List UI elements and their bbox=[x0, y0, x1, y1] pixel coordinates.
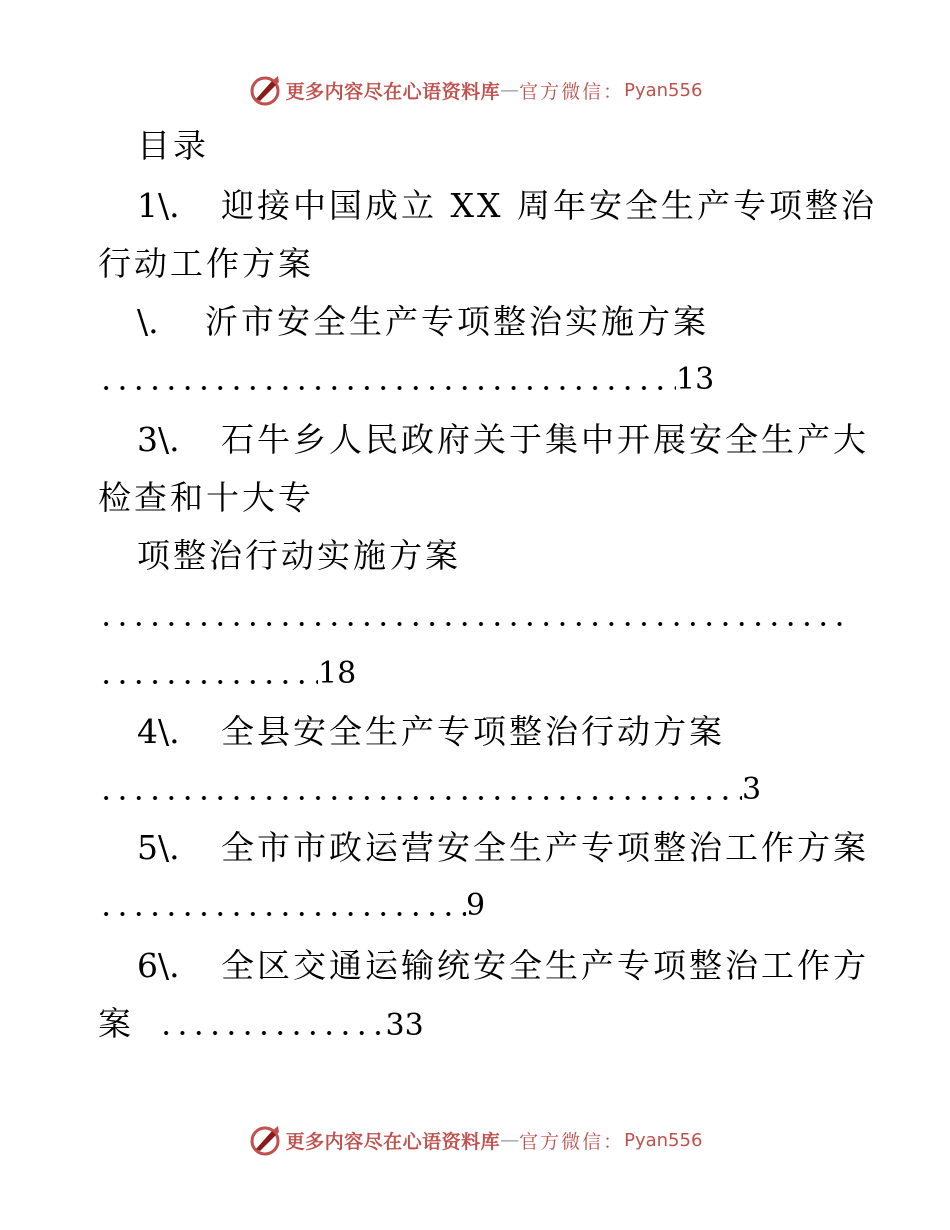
toc-entry-number: 4\. bbox=[137, 712, 180, 751]
pen-logo-icon bbox=[248, 1123, 282, 1157]
toc-entry-3-leader bbox=[98, 596, 842, 636]
toc-entry-6[interactable] bbox=[137, 946, 869, 986]
toc-entry-4-leader bbox=[98, 770, 761, 810]
toc-entry-6-continued bbox=[98, 1004, 424, 1046]
toc-entry-2-leader bbox=[98, 360, 714, 400]
watermark-wechat-id: Pyan556 bbox=[624, 1129, 703, 1151]
toc-entry-title: 沂市安全生产专项整治实施方案 bbox=[205, 302, 709, 341]
toc-entry-5[interactable] bbox=[137, 828, 869, 868]
watermark-wechat-label: 官方微信： bbox=[519, 80, 625, 103]
watermark-wechat-label: 官方微信： bbox=[519, 1130, 625, 1153]
footer-watermark bbox=[0, 1120, 950, 1160]
toc-entry-number: 1\. bbox=[137, 186, 180, 225]
dot-leader bbox=[98, 621, 842, 627]
header-watermark bbox=[0, 70, 950, 110]
dot-leader bbox=[98, 911, 466, 917]
toc-entry-title: 案 bbox=[98, 1004, 134, 1043]
toc-entry-3[interactable] bbox=[137, 420, 869, 460]
toc-entry-number: 3\. bbox=[137, 420, 180, 459]
dot-leader bbox=[98, 385, 676, 391]
toc-entry-page: 13 bbox=[676, 362, 715, 397]
toc-entry-3-continued-2: 项整治行动实施方案 bbox=[137, 536, 461, 575]
toc-entry-number: \. bbox=[137, 302, 159, 341]
toc-entry-5-leader bbox=[98, 886, 485, 926]
toc-entry-2[interactable] bbox=[137, 302, 709, 342]
toc-entry-page: 9 bbox=[466, 888, 486, 923]
toc-entry-title: 石牛乡人民政府关于集中开展安全生产大 bbox=[221, 420, 869, 459]
toc-entry-number: 6\. bbox=[137, 946, 180, 985]
toc-heading: 目录 bbox=[137, 126, 209, 165]
toc-entry-title: 全市市政运营安全生产专项整治工作方案 bbox=[221, 828, 869, 867]
toc-entry-3-leader-2 bbox=[98, 654, 356, 694]
toc-entry-page: 3 bbox=[742, 772, 762, 807]
toc-entry-title: 全区交通运输统安全生产专项整治工作方 bbox=[221, 946, 869, 985]
toc-entry-page: 18 bbox=[318, 656, 357, 691]
toc-entry-1[interactable] bbox=[137, 186, 877, 226]
dot-leader bbox=[98, 795, 742, 801]
toc-entry-page: 33 bbox=[385, 1008, 424, 1043]
watermark-main-text: 更多内容尽在心语资料库 bbox=[285, 80, 501, 103]
toc-entry-title: 全县安全生产专项整治行动方案 bbox=[221, 712, 725, 751]
toc-entry-number: 5\. bbox=[137, 828, 180, 867]
watermark-wechat-id: Pyan556 bbox=[624, 79, 703, 101]
dot-leader bbox=[98, 679, 318, 685]
watermark-main-text: 更多内容尽在心语资料库 bbox=[285, 1130, 501, 1153]
toc-entry-1-continued: 行动工作方案 bbox=[98, 244, 314, 283]
toc-entry-4[interactable] bbox=[137, 712, 725, 752]
pen-logo-icon bbox=[248, 73, 282, 107]
toc-entry-3-continued: 检查和十大专 bbox=[98, 478, 314, 517]
watermark-separator: — bbox=[500, 79, 520, 101]
dot-leader bbox=[158, 1030, 386, 1036]
watermark-separator: — bbox=[500, 1129, 520, 1151]
toc-entry-title: 迎接中国成立 XX 周年安全生产专项整治 bbox=[221, 186, 877, 225]
